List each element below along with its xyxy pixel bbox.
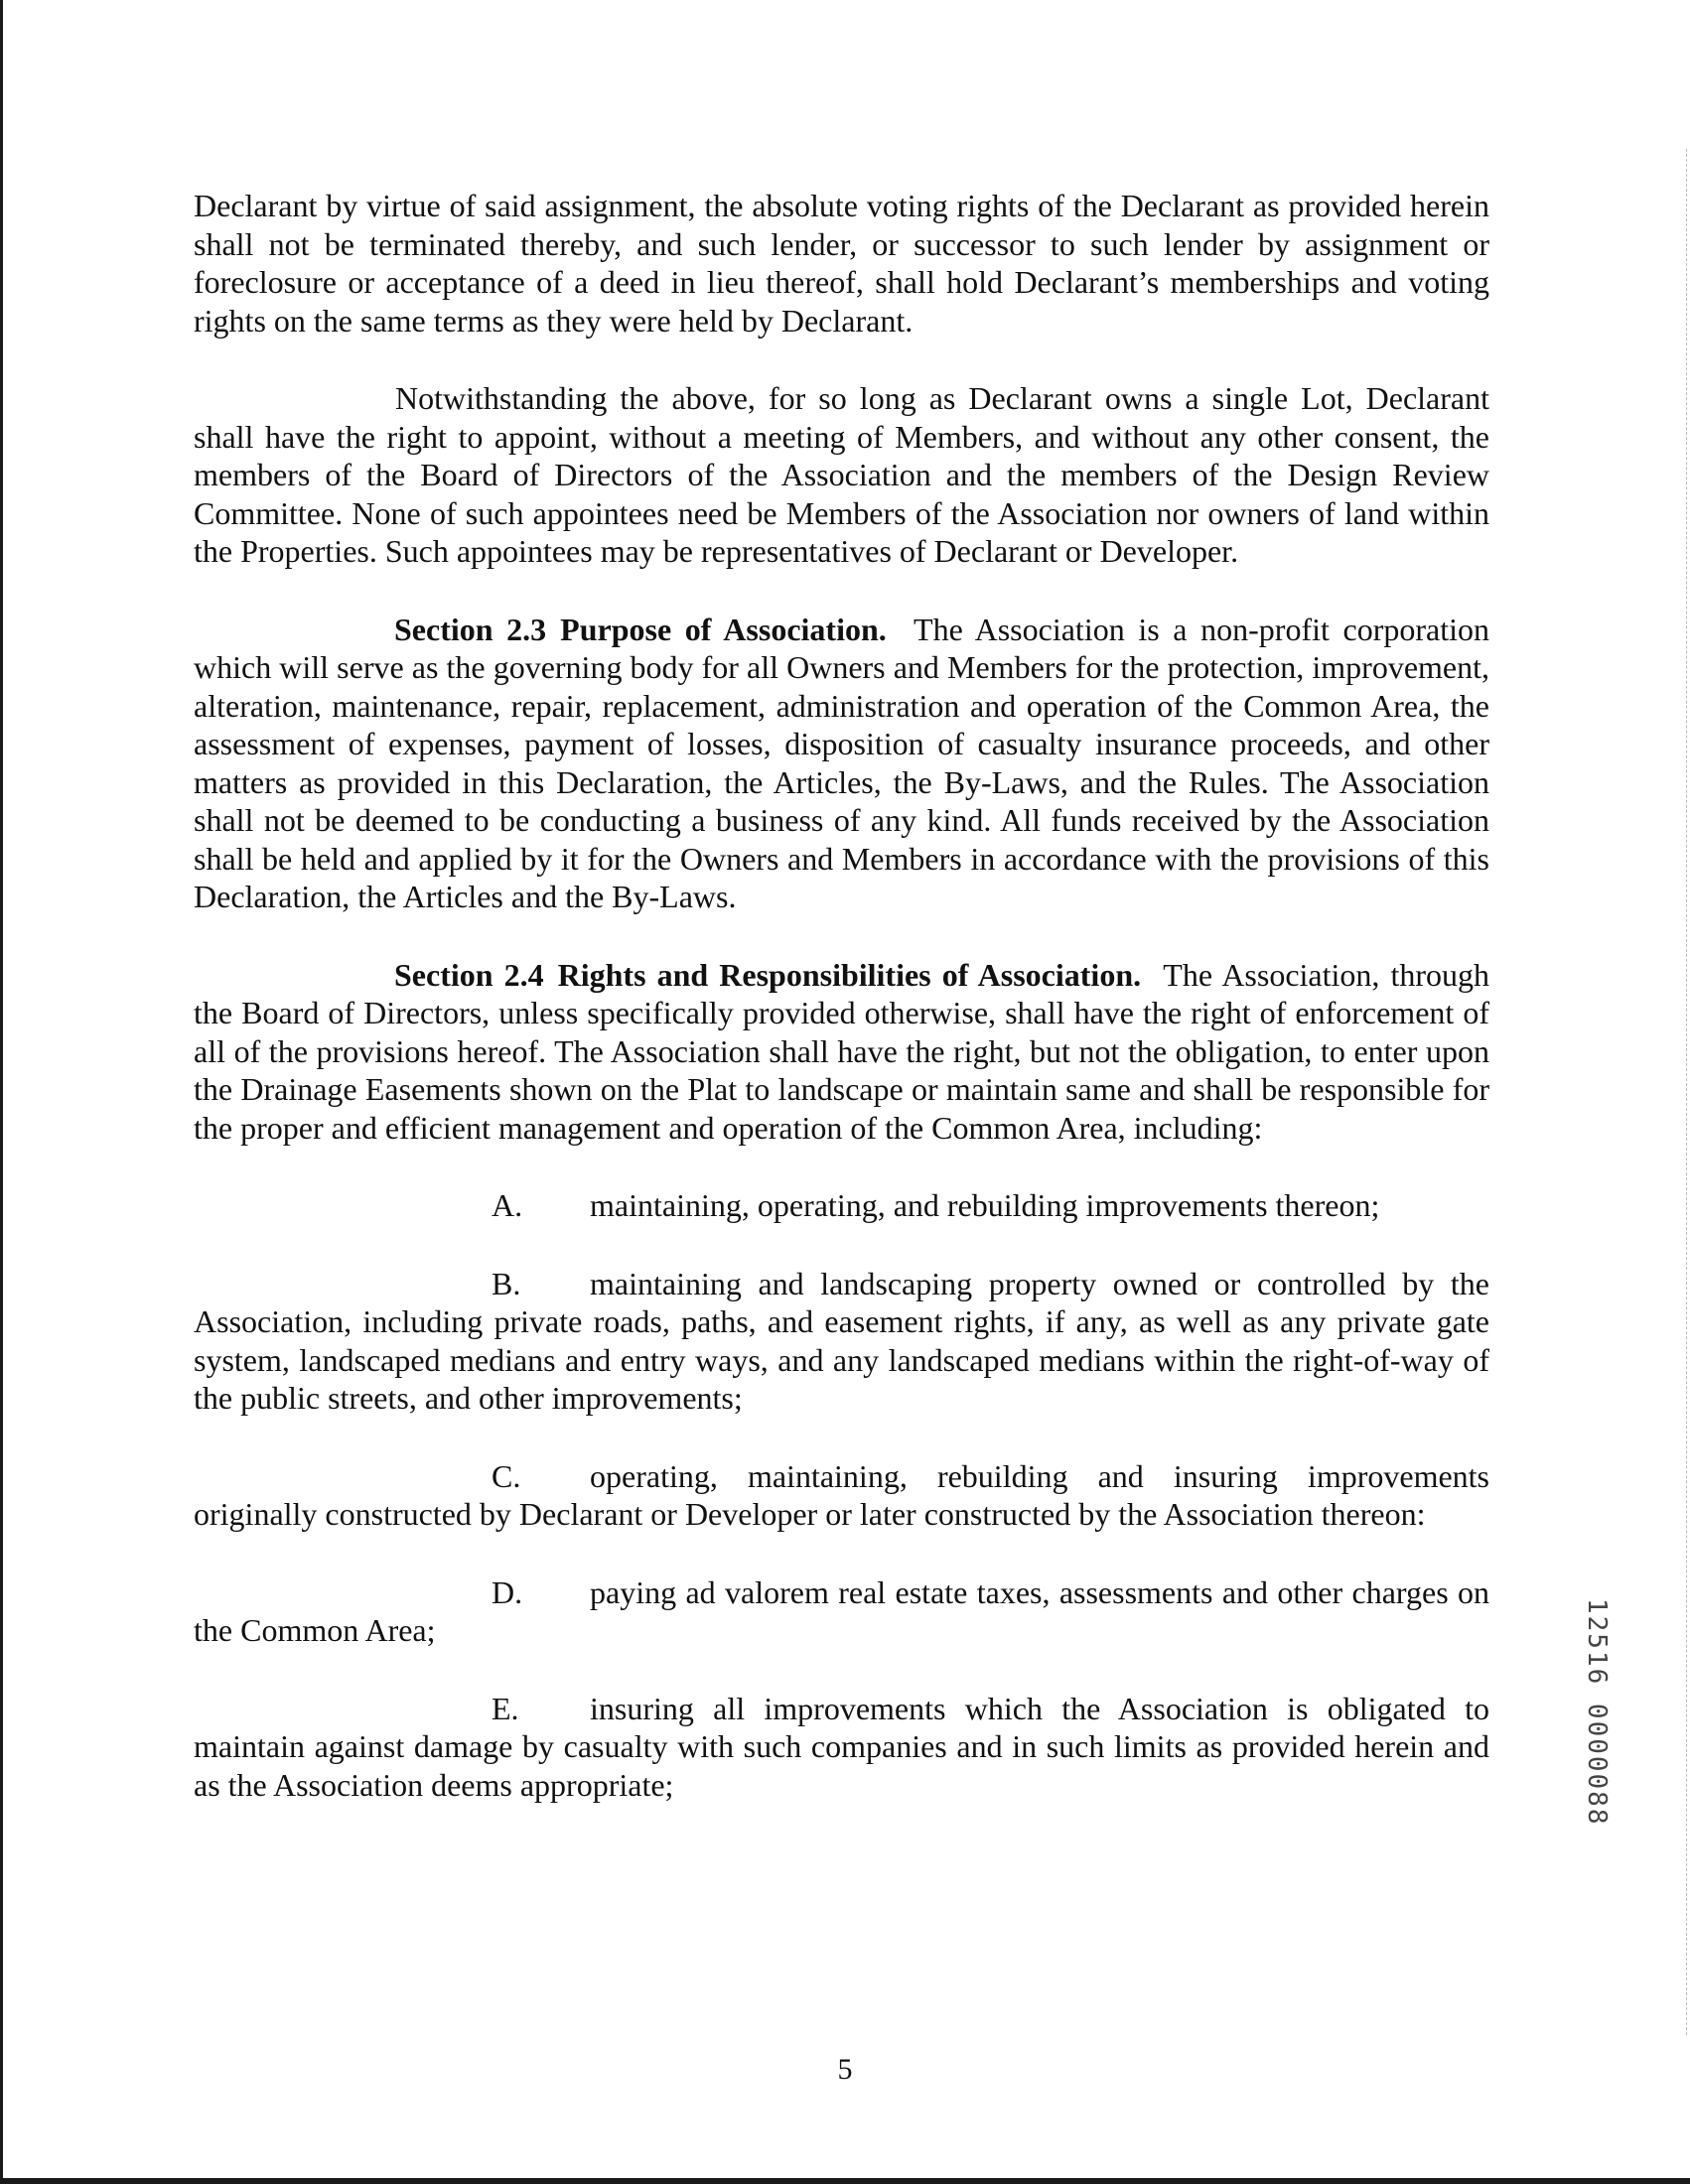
section-2-4-number: Section 2.4 [394,956,544,993]
list-item-b [194,1265,1489,1418]
list-item-letter: D. [492,1573,523,1610]
list-item-text: insuring all improvements which the Association is obligated to maintain against damage by casualty with such companies and in such limits as provided herein and as the Association deems appropriate; [194,1690,1489,1803]
list-item-d [194,1573,1489,1650]
document-id-stamp: 12516 0000088 [1582,1598,1612,1827]
list-item-letter: A. [492,1187,523,1223]
list-item-text: operating, maintaining, rebuilding and insuring improvements originally constructed by Declarant or Developer or later constructed by the Association thereon: [194,1457,1489,1532]
section-2-3 [194,611,1489,916]
list-item-text: paying ad valorem real estate taxes, assessments and other charges on the Common Area; [194,1573,1489,1648]
section-2-4 [194,956,1489,1148]
section-2-3-title: Purpose of Association. [560,611,887,647]
document-body [194,187,1489,1804]
paragraph-continuation: Declarant by virtue of said assignment, the absolute voting rights of the Declarant as provided herein shall not be terminated thereby, and such lender, or successor to such lender by assignment or foreclosure or acceptance of a deed in lieu thereof, shall hold Declarant’s memberships and voting rights on the same terms as they were held by Declarant. [194,188,1489,339]
section-2-4-body: The Association, through the Board of Directors, unless specifically provided otherwise, shall have the right of enforcement of all of the provisions hereof. The Association shall have the right, but not the obligation, to enter upon the Drainage Easements shown on the Plat to landscape or maintain same and shall be responsible for the proper and efficient management and operation of the Common Area, including: [194,956,1490,1146]
list-item-letter: B. [492,1265,521,1301]
list-item-c [194,1457,1489,1534]
section-2-3-heading [394,612,887,647]
section-2-4-heading [394,957,1141,993]
scan-border-bottom [0,2178,1690,2184]
list-item-text: maintaining, operating, and rebuilding improvements thereon; [590,1187,1380,1223]
section-2-4-title: Rights and Responsibilities of Association. [557,956,1142,993]
page-number: 5 [837,2053,853,2086]
scan-border-right [1686,149,1688,2035]
list-item-letter: C. [492,1457,521,1494]
list-item-text: maintaining and landscaping property owned or controlled by the Association, including private roads, paths, and easement rights, if any, as well as any private gate system, landscaped medians and entry ways, and any landscaped medians within the right-of-way of the public streets, and other improvements; [194,1265,1489,1416]
section-2-3-number: Section 2.3 [394,611,547,647]
list-item-a [194,1186,1489,1225]
list-item-letter: E. [492,1690,519,1726]
scan-border-left [0,0,3,2184]
section-2-3-body: The Association is a non-profit corporation which will serve as the governing body for all Owners and Members for the protection, improvement, alteration, maintenance, repair, replacement, administration and operation of the Common Area, the assessment of expenses, payment of losses, disposition of casualty insurance proceeds, and other matters as provided in this Declaration, the Articles, the By-Laws, and the Rules. The Association shall not be deemed to be conducting a business of any kind. All funds received by the Association shall be held and applied by it for the Owners and Members in accordance with the provisions of this Declaration, the Articles and the By-Laws. [194,611,1490,914]
list-item-e [194,1690,1489,1805]
paragraph-declarant-appointment: Notwithstanding the above, for so long as Declarant owns a single Lot, Declarant shall have the right to appoint, without a meeting of Members, and without any other consent, the members of the Board of Directors of the Association and the members of the Design Review Committee. None of such appointees need be Members of the Association nor owners of land within the Properties. Such appointees may be representatives of Declarant or Developer. [194,380,1489,569]
